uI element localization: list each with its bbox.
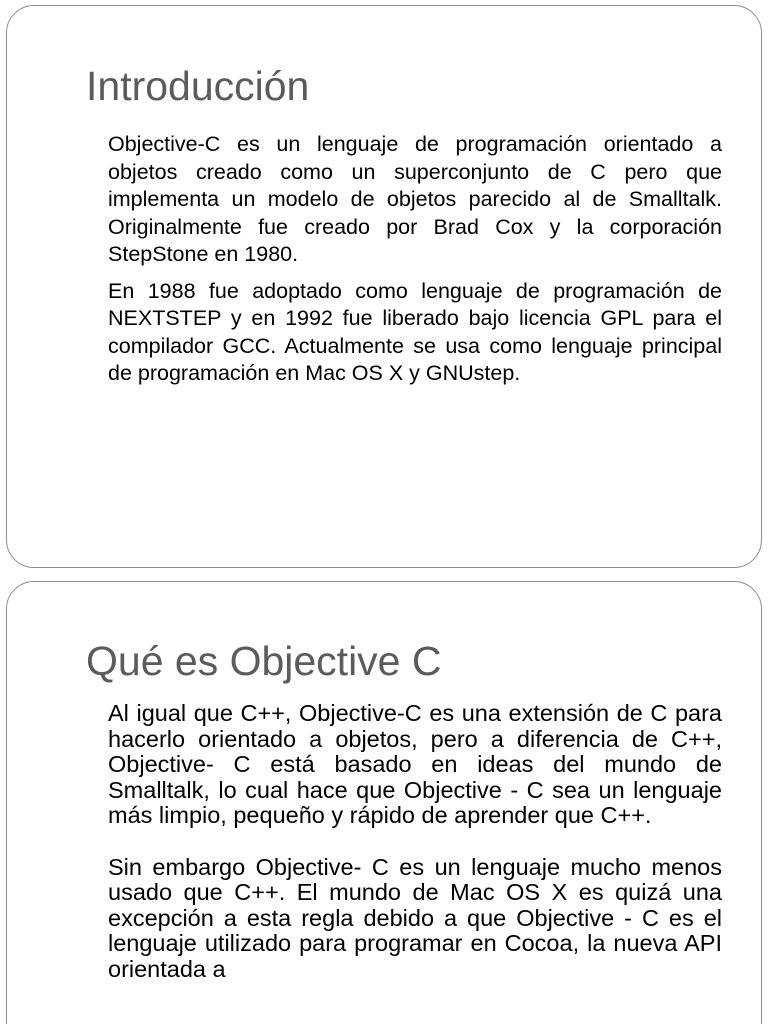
paragraph: En 1988 fue adoptado como lenguaje de programación de NEXTSTEP y en 1992 fue liberado bajo licencia GPL para el compilador GCC. Actualmente se usa como lenguaje principal de programación en Mac OS X y GNUstep. [108, 278, 722, 385]
slide-title: Introducción [86, 63, 310, 109]
slide-body [108, 131, 722, 388]
slide-title: Qué es Objective C [86, 638, 442, 684]
slide-que-es-objective-c [6, 581, 762, 1024]
paragraph: Objective-C es un lenguaje de programación orientado a objetos creado como un superconjunto de C pero que implementa un modelo de objetos parecido al de Smalltalk. Originalmente fue creado por Brad Cox y la corporación StepStone en 1980. [108, 132, 722, 266]
paragraph: Sin embargo Objective- C es un lenguaje mucho menos usado que C++. El mundo de Mac OS X es quizá una excepción a esta regla debido a que Objective - C es el lenguaje utilizado para programar en Cocoa, la nueva API orientada a [108, 853, 722, 982]
slide-body [108, 701, 722, 982]
slide-introduccion [6, 5, 762, 568]
paragraph: Al igual que C++, Objective-C es una extensión de C para hacerlo orientado a objetos, pero a diferencia de C++, Objective- C está basado en ideas del mundo de Smalltalk, lo cual hace que Objective - C sea un lenguaje más limpio, pequeño y rápido de aprender que C++. [108, 700, 722, 828]
